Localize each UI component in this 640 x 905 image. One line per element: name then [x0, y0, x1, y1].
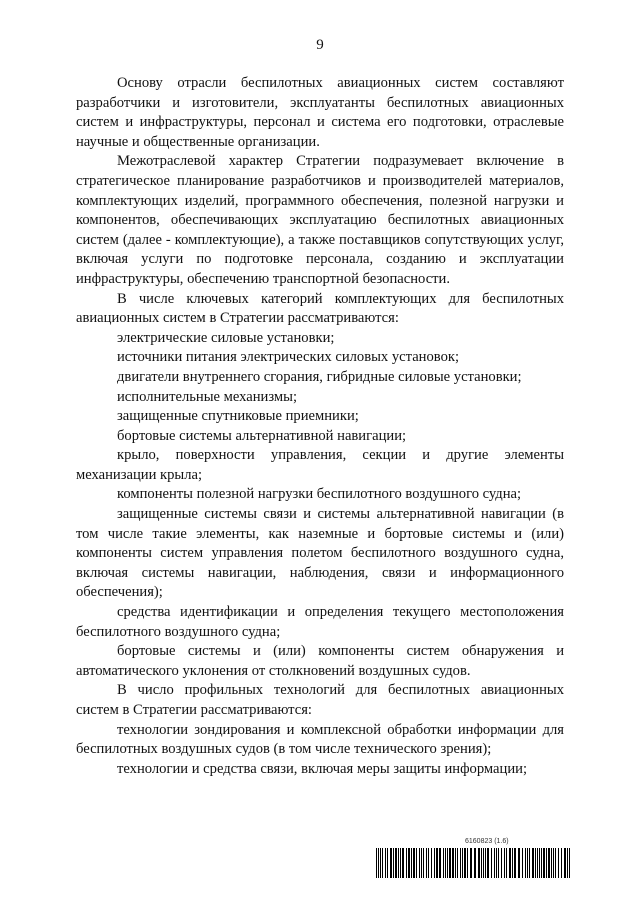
list-item: бортовые системы и (или) компоненты систем обнаружения и автоматического уклонения от столкновений воздушных судов. [76, 643, 564, 679]
paragraph-intersectoral-character: Межотраслевой характер Стратегии подразумевает включение в стратегическое планирование разработчиков и производителей материалов, комплектующих изделий, программного обеспечения, полезной нагрузки и компонентов, обеспечивающих эксплуатацию беспилотных авиационных систем (далее - комплектующие), а также поставщиков сопутствующих услуг, включая услуги по подготовке персонала, созданию и эксплуатации инфраструктуры, обеспечению транспортной безопасности. [76, 153, 564, 287]
paragraph-industry-basis: Основу отрасли беспилотных авиационных систем составляют разработчики и изготовители, эксплуатанты беспилотных авиационных систем и инфраструктуры, персонал и система его подготовки, отраслевые научные и общественные организации. [76, 75, 564, 150]
paragraph-profile-technologies-intro: В число профильных технологий для беспилотных авиационных систем в Стратегии рассматриваются: [76, 682, 564, 718]
list-item: крыло, поверхности управления, секции и другие элементы механизации крыла; [76, 447, 564, 483]
document-code: 6160823 (1.6) [465, 838, 509, 845]
list-item: технологии и средства связи, включая меры защиты информации; [117, 760, 528, 777]
barcode-image [376, 848, 572, 878]
list-item: защищенные системы связи и системы альтернативной навигации (в том числе такие элементы, как наземные и бортовые системы и (или) компоненты систем управления полетом беспилотного воздушного судна, включая системы навигации, наблюдения, связи и информационного обеспечения); [76, 506, 564, 601]
list-item: двигатели внутреннего сгорания, гибридные силовые установки; [117, 368, 522, 385]
page-number: 9 [316, 37, 324, 53]
list-item: бортовые системы альтернативной навигации; [117, 427, 407, 444]
list-item: средства идентификации и определения текущего местоположения беспилотного воздушного судна; [76, 604, 564, 640]
paragraph-key-categories-intro: В числе ключевых категорий комплектующих для беспилотных авиационных систем в Стратегии рассматриваются: [76, 290, 564, 327]
list-item: технологии зондирования и комплексной обработки информации для беспилотных воздушных судов (в том числе технического зрения); [76, 721, 564, 758]
list-item: электрические силовые установки; [117, 329, 335, 346]
list-item: источники питания электрических силовых установок; [117, 349, 460, 366]
body-text [76, 74, 564, 779]
list-item: исполнительные механизмы; [117, 388, 298, 405]
list-item: защищенные спутниковые приемники; [117, 408, 359, 425]
list-item: компоненты полезной нагрузки беспилотного воздушного судна; [117, 486, 522, 503]
